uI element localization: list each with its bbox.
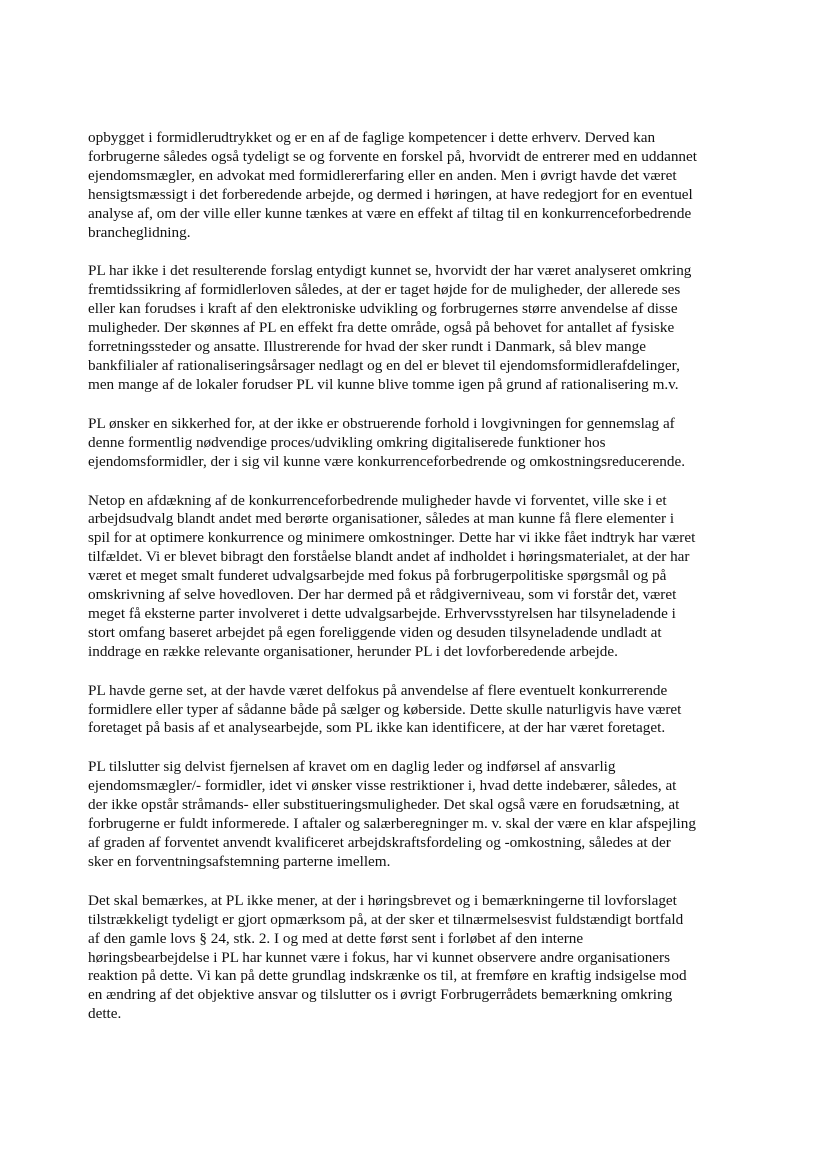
text-line: denne formentlig nødvendige proces/udvikling omkring digitaliserede funktioner hos xyxy=(88,433,606,451)
text-line: foretaget på basis af et analysearbejde, som PL ikke kan identificere, at der har været foretaget. xyxy=(88,719,666,737)
text-line: spil for at optimere konkurrence og minimere omkostninger. Dette har vi ikke fået indtryk har været xyxy=(88,529,696,547)
paragraph-7 xyxy=(88,892,730,1024)
text-line: ejendomsmægler/- formidler, idet vi ønsker visse restriktioner i, hvad dette indebærer, således, at xyxy=(88,777,677,795)
paragraph-6 xyxy=(88,758,730,871)
text-line: PL ønsker en sikkerhed for, at der ikke er obstruerende forhold i lovgivningen for gennemslag af xyxy=(88,414,675,432)
text-line: brancheglidning. xyxy=(88,223,191,241)
text-line: meget få eksterne parter involveret i dette udvalgsarbejde. Erhvervsstyrelsen har tilsyneladende i xyxy=(88,604,676,622)
text-line: men mange af de lokaler forudser PL vil kunne blive tomme igen på grund af rationalisering m.v. xyxy=(88,375,679,393)
document-body xyxy=(88,129,730,1044)
text-line: PL tilslutter sig delvist fjernelsen af kravet om en daglig leder og indførsel af ansvarlig xyxy=(88,758,616,776)
text-line: opbygget i formidlerudtrykket og er en af de faglige kompetencer i dette erhverv. Derved kan xyxy=(88,129,656,146)
text-line: forbrugerne således også tydeligt se og forvente en forskel på, hvorvidt de entrerer med en uddannet xyxy=(88,147,697,165)
text-line: af graden af forventet anvendt kvalificeret arbejdskraftsfordeling og -omkostning, således at der xyxy=(88,834,671,851)
paragraph-2 xyxy=(88,262,730,394)
text-line: der ikke opstår stråmands- eller substitueringsmuligheder. Det skal også være en forudsætning, at xyxy=(88,796,680,814)
paragraph-5 xyxy=(88,682,730,739)
text-line: muligheder. Der skønnes af PL en effekt fra dette område, også på behovet for antallet af fysiske xyxy=(88,319,675,337)
paragraph-4 xyxy=(88,492,730,662)
text-line: høringsbearbejdelse i PL har kunnet være i fokus, har vi kunnet observere andre organisationers xyxy=(88,948,671,966)
text-line: bankfilialer af rationaliseringsårsager nedlagt og en del er blevet til ejendomsformidlerafdelinger, xyxy=(88,356,680,374)
text-line: arbejdsudvalg blandt andet med berørte organisationer, således at man kunne få flere elementer i xyxy=(88,510,675,528)
paragraph-1 xyxy=(88,129,730,242)
text-line: analyse af, om der ville eller kunne tænkes at være en effekt af tiltag til en konkurrenceforbedrende xyxy=(88,204,692,222)
text-line: forretningssteder og ansatte. Illustrerende for hvad der sker rundt i Danmark, så blev mange xyxy=(88,338,646,356)
text-line: tilfældet. Vi er blevet bibragt den forståelse blandt andet af indholdet i høringsmaterialet, at der har xyxy=(88,548,690,566)
text-line: omskrivning af selve hovedloven. Der har dermed på et rådgiverniveau, som vi forstår det, været xyxy=(88,586,677,604)
text-line: eller kan forudses i kraft af den elektroniske udvikling og forbrugernes større anvendelse af disse xyxy=(88,300,678,318)
text-line: en ændring af det objektive ansvar og tilslutter os i øvrigt Forbrugerrådets bemærkning omkring xyxy=(88,986,673,1004)
text-line: af den gamle lovs § 24, stk. 2. I og med at dette først sent i forløbet af den interne xyxy=(88,929,584,947)
text-line: hensigtsmæssigt i det forberedende arbejde, og dermed i høringen, at have redegjort for en eventuel xyxy=(88,185,693,203)
text-line: ejendomsmægler, en advokat med formidlererfaring eller en anden. Men i øvrigt havde det været xyxy=(88,166,677,184)
text-line: reaktion på dette. Vi kan på dette grundlag indskrænke os til, at fremføre en kraftig indsigelse mod xyxy=(88,967,687,985)
text-line: PL havde gerne set, at der havde været delfokus på anvendelse af flere eventuelt konkurrerende xyxy=(88,681,668,699)
text-line: ejendomsformidler, der i sig vil kunne være konkurrenceforbedrende og omkostningsreducerende. xyxy=(88,452,686,470)
paragraph-3 xyxy=(88,415,730,472)
text-line: været et meget smalt funderet udvalgsarbejde med fokus på forbrugerpolitiske spørgsmål og på xyxy=(88,567,667,585)
text-line: formidlere eller typer af sådanne både på sælger og køberside. Dette skulle naturligvis have været xyxy=(88,700,682,718)
text-line: Det skal bemærkes, at PL ikke mener, at der i høringsbrevet og i bemærkningerne til lovforslaget xyxy=(88,891,677,909)
text-line: inddrage en række relevante organisationer, herunder PL i det lovforberedende arbejde. xyxy=(88,642,618,660)
text-line: fremtidssikring af formidlerloven således, at der er taget højde for de muligheder, der allerede ses xyxy=(88,281,681,299)
text-line: PL har ikke i det resulterende forslag entydigt kunnet se, hvorvidt der har været analyseret omkring xyxy=(88,262,692,280)
text-line: tilstrækkeligt tydeligt er gjort opmærksom på, at der sker et tilnærmelsesvist fuldstændigt bortfald xyxy=(88,910,684,928)
text-line: stort omfang baseret arbejdet på egen foreliggende viden og desuden tilsyneladende undladt at xyxy=(88,623,662,641)
text-line: sker en forventningsafstemning parterne imellem. xyxy=(88,852,391,870)
text-line: forbrugerne er fuldt informerede. I aftaler og salærberegninger m. v. skal der være en klar afspejling xyxy=(88,815,696,833)
text-line: Netop en afdækning af de konkurrenceforbedrende muligheder havde vi forventet, ville ske i et xyxy=(88,491,667,509)
text-line: dette. xyxy=(88,1005,122,1023)
